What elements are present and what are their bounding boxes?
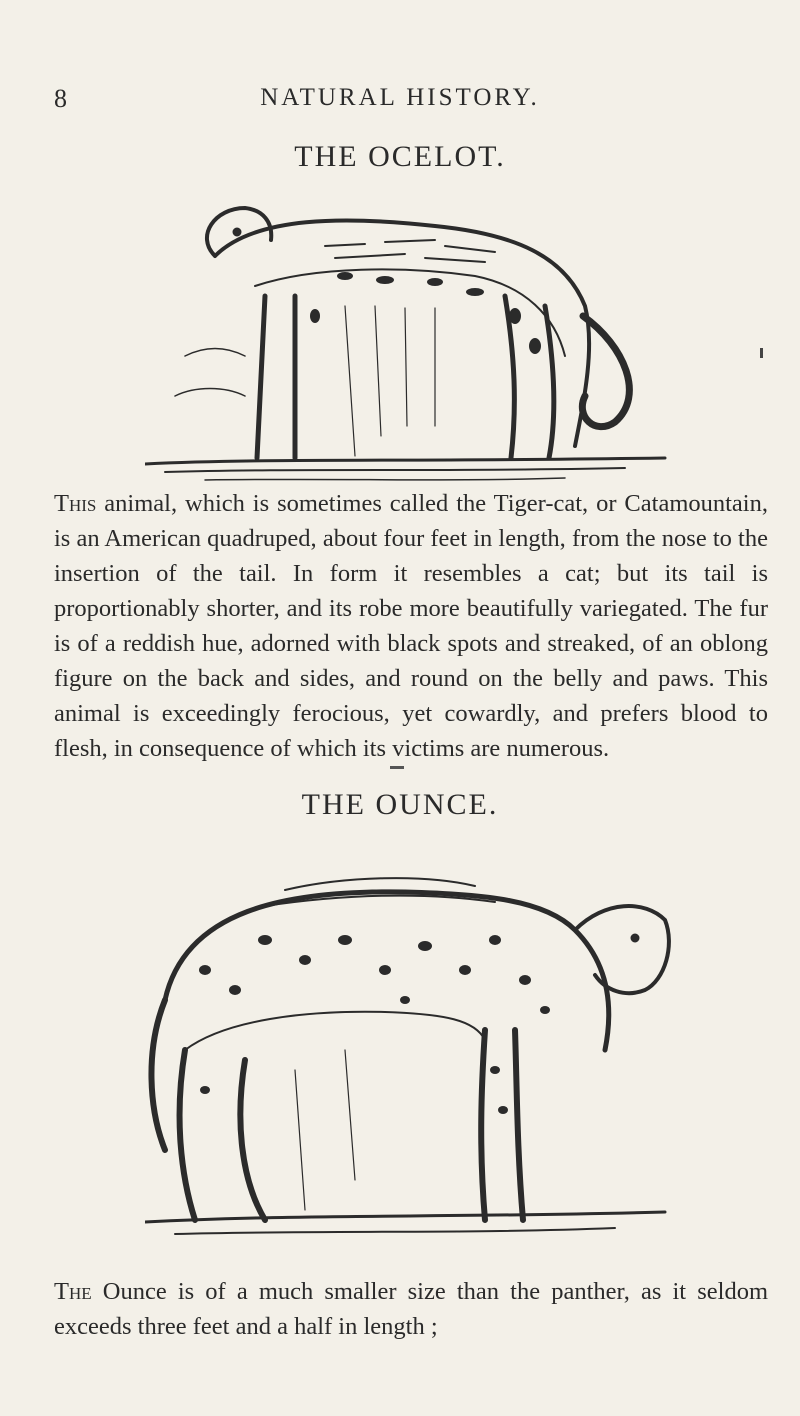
ocelot-engraving-icon (145, 196, 675, 496)
section-title-ounce: THE OUNCE. (301, 788, 499, 821)
ocelot-description-text: animal, which is sometimes called the Tiger-cat, or Catamountain, is an American quadruped, about four feet in length, from the nose to the insertion of the tail. In form it resembles a cat; but its tail is proportionably shorter, and its robe more beautifully variegated. The fur is of a reddish hue, adorned with black spots and streaked, of an oblong figure on the back and sides, and round on the belly and paws. This animal is exceedingly ferocious, yet cowardly, and prefers blood to flesh, in consequence of which its victims are numerous. (54, 490, 768, 762)
running-head: NATURAL HISTORY. (260, 84, 540, 111)
ounce-description (54, 1274, 768, 1344)
ounce-description-text: Ounce is of a much smaller size than the panther, as it seldom exceeds three feet and a half in length ; (54, 1278, 768, 1340)
ocelot-description (54, 486, 768, 766)
section-title-ocelot: THE OCELOT. (294, 140, 506, 173)
drop-word: The (54, 1278, 92, 1305)
margin-speck (760, 348, 763, 358)
page-number: 8 (54, 84, 68, 113)
ounce-engraving-icon (145, 850, 675, 1255)
drop-word: This (54, 490, 97, 517)
separator-mark (390, 766, 404, 769)
